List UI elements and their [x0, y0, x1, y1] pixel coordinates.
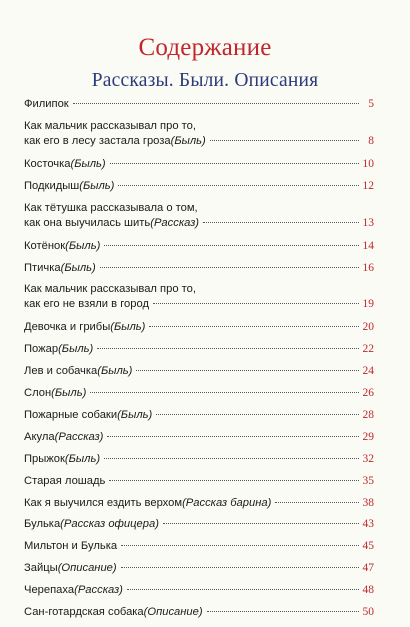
- toc-entry-title: Лев и собачка: [24, 365, 98, 378]
- toc-entry-title: Слон: [24, 387, 52, 400]
- toc-entry-genre: (Рассказ офицера): [60, 518, 159, 531]
- page-number: 12: [362, 179, 374, 192]
- dot-leader: [100, 267, 359, 268]
- toc-entry-genre: (Быль): [110, 321, 146, 334]
- page-number: 47: [362, 562, 374, 575]
- toc-entry[interactable]: [24, 201, 374, 239]
- toc-entry-line: [24, 517, 374, 532]
- table-of-contents: [24, 97, 374, 627]
- dot-leader: [149, 326, 359, 327]
- toc-entry-line: [24, 320, 374, 335]
- toc-entry-title: Котёнок: [24, 239, 66, 252]
- page-number: 29: [362, 430, 374, 443]
- dot-leader: [104, 458, 359, 459]
- toc-entry-genre: (Рассказ): [54, 430, 104, 443]
- page-number: 19: [362, 298, 374, 311]
- dot-leader: [97, 348, 359, 349]
- toc-entry-line: [24, 561, 374, 576]
- toc-entry[interactable]: [24, 496, 374, 518]
- toc-entry-line: [24, 452, 374, 467]
- toc-entry-line: [24, 342, 374, 357]
- dot-leader: [203, 222, 359, 223]
- toc-entry-title: Косточка: [24, 157, 71, 170]
- toc-entry-genre: (Быль): [64, 452, 101, 465]
- toc-entry-line: [24, 496, 374, 511]
- page-title: Содержание: [138, 34, 272, 61]
- toc-entry-genre: (Быль): [117, 409, 153, 422]
- toc-entry-title: Пожар: [24, 343, 59, 356]
- page-number: 24: [362, 365, 374, 378]
- toc-entry-genre: (Рассказ): [74, 584, 123, 597]
- page-number: 38: [362, 496, 374, 509]
- dot-leader: [275, 502, 359, 503]
- toc-entry-title: как его в лесу застала гроза: [24, 134, 171, 147]
- toc-entry[interactable]: [24, 430, 374, 452]
- toc-entry[interactable]: [24, 320, 374, 342]
- toc-entry[interactable]: [24, 119, 374, 157]
- toc-entry-title: Как тётушка рассказывала о том,: [24, 201, 198, 214]
- toc-entry[interactable]: [24, 452, 374, 474]
- toc-entry-line: [24, 364, 374, 379]
- toc-entry-genre: (Описание): [57, 562, 117, 575]
- toc-entry[interactable]: [24, 157, 374, 179]
- toc-entry-line: [24, 134, 374, 149]
- dot-leader: [207, 611, 359, 612]
- page-number: 28: [362, 409, 374, 422]
- dot-leader: [121, 545, 359, 546]
- toc-entry-line: [24, 297, 374, 312]
- toc-entry-line: [24, 216, 374, 231]
- toc-entry-line: [24, 583, 374, 598]
- toc-entry-title: Зайцы: [24, 562, 58, 575]
- toc-entry-title: Птичка: [24, 261, 61, 274]
- toc-entry-title: Как мальчик рассказывал про то,: [24, 283, 196, 296]
- page-number: 32: [362, 452, 374, 465]
- toc-entry-title: Филипок: [24, 98, 69, 110]
- toc-entry-title: как его не взяли в город: [24, 298, 149, 311]
- toc-entry[interactable]: [24, 539, 374, 561]
- toc-entry-genre: (Рассказ барина): [182, 496, 272, 509]
- toc-entry-title: Девочка и грибы: [24, 321, 111, 334]
- toc-entry[interactable]: [24, 282, 374, 320]
- toc-entry[interactable]: [24, 408, 374, 430]
- page-number: 16: [362, 261, 374, 274]
- toc-entry-line: [24, 386, 374, 401]
- toc-entry-line: [24, 97, 374, 112]
- section-subtitle: Рассказы. Были. Описания: [91, 70, 319, 91]
- toc-entry-genre: (Быль): [51, 387, 87, 400]
- page-number: 45: [362, 540, 374, 553]
- toc-entry-title: Подкидыш: [24, 179, 80, 192]
- toc-entry[interactable]: [24, 364, 374, 386]
- page-number: 5: [368, 98, 374, 110]
- page-number: 14: [362, 239, 374, 252]
- page-number: 13: [362, 216, 374, 229]
- page-number: 35: [362, 474, 374, 487]
- toc-entry[interactable]: [24, 583, 374, 605]
- page-number: 26: [362, 387, 374, 400]
- page-number: 20: [362, 321, 374, 334]
- toc-entry-genre: (Быль): [97, 365, 133, 378]
- toc-entry-genre: (Рассказ): [150, 216, 199, 229]
- dot-leader: [210, 140, 359, 141]
- toc-entry-line: [24, 408, 374, 423]
- toc-entry-title: Сан-готардская собака: [24, 606, 144, 619]
- page-number: 43: [362, 518, 374, 531]
- toc-entry-line: [24, 239, 374, 254]
- page-number: 8: [368, 134, 374, 147]
- dot-leader: [121, 567, 359, 568]
- dot-leader: [104, 245, 359, 246]
- dot-leader: [153, 303, 359, 304]
- toc-entry-genre: (Быль): [65, 239, 101, 252]
- page-number: 48: [362, 584, 374, 597]
- toc-entry-title: как она выучилась шить: [24, 216, 151, 229]
- dot-leader: [73, 103, 359, 104]
- toc-entry-genre: (Быль): [170, 134, 206, 147]
- dot-leader: [118, 185, 359, 186]
- page-number: 22: [362, 343, 374, 356]
- toc-entry-genre: (Быль): [58, 343, 94, 356]
- toc-entry-title: Пожарные собаки: [24, 409, 118, 422]
- toc-entry-line: [24, 201, 374, 216]
- toc-entry[interactable]: [24, 261, 374, 283]
- toc-entry[interactable]: [24, 474, 374, 496]
- toc-entry-line: [24, 179, 374, 194]
- toc-entry-genre: (Быль): [79, 179, 115, 192]
- toc-entry-line: [24, 282, 374, 297]
- page-number: 10: [362, 157, 374, 170]
- toc-entry-genre: (Быль): [60, 261, 96, 274]
- dot-leader: [156, 414, 359, 415]
- dot-leader: [109, 480, 359, 481]
- toc-entry[interactable]: [24, 239, 374, 261]
- dot-leader: [127, 589, 359, 590]
- toc-entry-title: Прыжок: [24, 452, 65, 465]
- toc-entry-line: [24, 119, 374, 134]
- toc-entry[interactable]: [24, 97, 374, 119]
- dot-leader: [107, 436, 359, 437]
- toc-entry[interactable]: [24, 386, 374, 408]
- toc-entry-genre: (Быль): [70, 157, 106, 170]
- toc-entry-line: [24, 605, 374, 620]
- toc-entry[interactable]: [24, 561, 374, 583]
- toc-entry-line: [24, 430, 374, 445]
- toc-entry[interactable]: [24, 179, 374, 201]
- toc-entry-line: [24, 261, 374, 276]
- toc-entry-title: Булька: [24, 518, 61, 531]
- toc-entry[interactable]: [24, 342, 374, 364]
- dot-leader: [110, 163, 359, 164]
- toc-entry-title: Акула: [24, 430, 55, 443]
- dot-leader: [136, 370, 359, 371]
- toc-entry-title: Старая лошадь: [24, 474, 106, 487]
- toc-entry[interactable]: [24, 517, 374, 539]
- dot-leader: [90, 392, 359, 393]
- toc-entry-title: Как я выучился ездить верхом: [24, 496, 183, 509]
- toc-entry-title: Как мальчик рассказывал про то,: [24, 119, 196, 132]
- toc-entry-title: Черепаха: [24, 584, 75, 597]
- toc-entry-line: [24, 539, 374, 554]
- page-number: 50: [362, 606, 374, 619]
- toc-entry[interactable]: [24, 605, 374, 627]
- toc-entry-line: [24, 474, 374, 489]
- toc-entry-line: [24, 157, 374, 172]
- dot-leader: [163, 523, 359, 524]
- toc-entry-title: Мильтон и Булька: [24, 540, 118, 553]
- toc-entry-genre: (Описание): [143, 606, 203, 619]
